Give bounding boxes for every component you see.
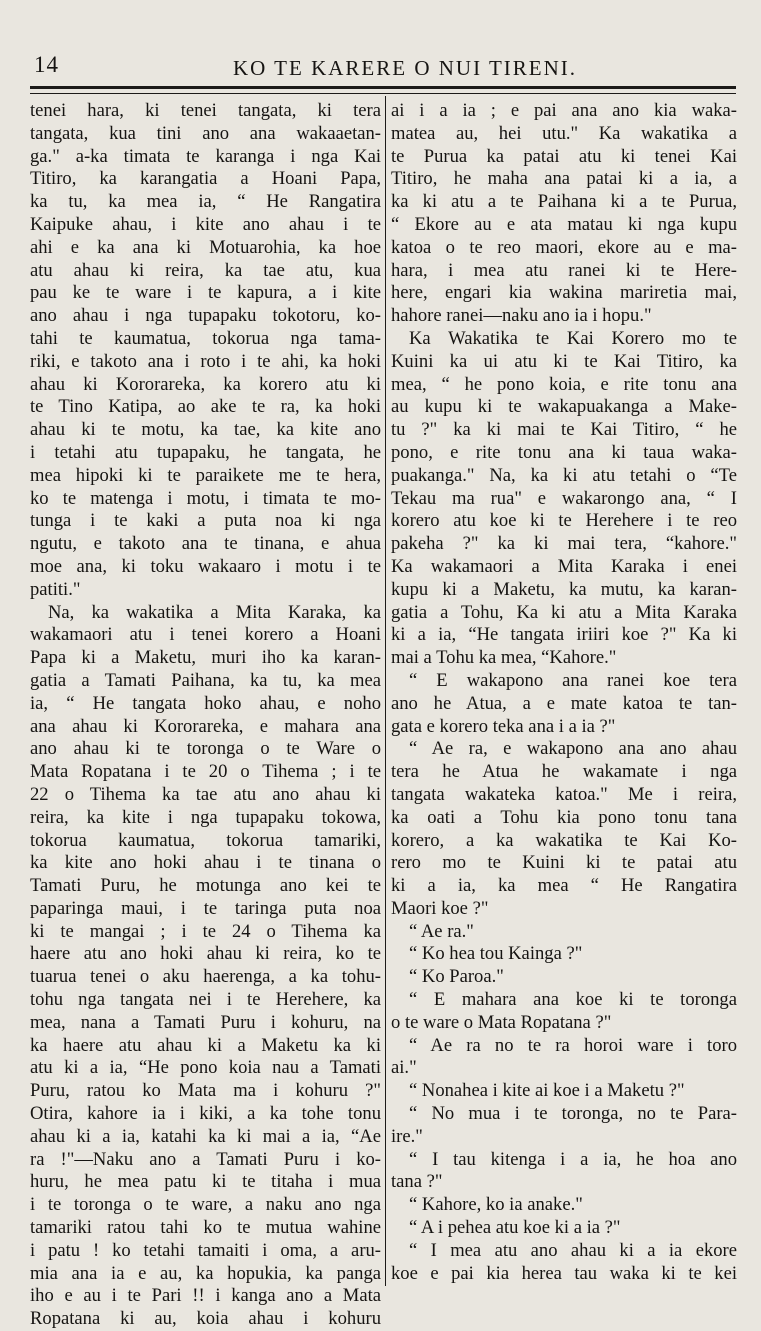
text-line: “ No mua i te toronga, no te Para- bbox=[409, 1103, 737, 1125]
text-line: “ Ko hea tou Kainga ?" bbox=[409, 943, 583, 965]
text-line: “ Kahore, ko ia anake." bbox=[409, 1194, 583, 1216]
text-line: tohu nga tangata nei i te Herehere, ka bbox=[30, 989, 381, 1011]
text-line: tokorua kaumatua, tokorua tamariki, bbox=[30, 829, 381, 851]
text-line: tunga i te kaki a puta noa ki nga bbox=[30, 510, 381, 532]
text-line: Otira, kahore ia i kiki, a ka tohe tonu bbox=[30, 1103, 381, 1125]
text-line: au kupu ki te wakapuakanga a Make- bbox=[391, 396, 737, 418]
text-line: ano ahau ki te toronga o te Ware o bbox=[30, 738, 381, 760]
text-line: tera he Atua he wakamate i nga bbox=[391, 761, 737, 783]
text-line: rero mo te Kuini ki te patai atu bbox=[391, 852, 737, 874]
text-line: ai." bbox=[391, 1057, 417, 1079]
text-line: i tetahi atu tupapaku, he tangata, he bbox=[30, 441, 381, 463]
text-line: Kaipuke ahau, i kite ano ahau i te bbox=[30, 213, 381, 235]
text-line: tamariki ratou tahi ko te mutua wahine bbox=[30, 1217, 381, 1239]
text-line: kupu ki a Maketu, ka mutu, ka karan- bbox=[391, 578, 737, 600]
text-line: “ Ko Paroa." bbox=[409, 966, 504, 988]
text-line: “ Nonahea i kite ai koe i a Maketu ?" bbox=[409, 1080, 685, 1102]
text-line: wakamaori atu i tenei korero a Hoani bbox=[30, 624, 381, 646]
page-number: 14 bbox=[34, 52, 59, 77]
page-header bbox=[30, 52, 740, 86]
text-line: pono, e rite tonu ana ki taua waka- bbox=[391, 441, 737, 463]
text-line: ana ahau ki Kororareka, e mahara ana bbox=[30, 715, 381, 737]
text-line: korero, a ka wakatika te Kai Ko- bbox=[391, 829, 737, 851]
text-line: o te ware o Mata Ropatana ?" bbox=[391, 1011, 612, 1033]
text-line: atu ahau ki reira, ka tae atu, kua bbox=[30, 259, 381, 281]
text-line: here, engari kia wakina mariretia mai, bbox=[391, 282, 737, 304]
text-line: ahau ki a ia, katahi ka ki mai a ia, “Ae bbox=[30, 1125, 381, 1147]
text-line: ahi e ka ana ki Motuarohia, ka hoe bbox=[30, 236, 381, 258]
text-line: “ Ae ra no te ra horoi ware i toro bbox=[409, 1034, 737, 1056]
text-line: ka ki atu a te Paihana ki a te Purua, bbox=[391, 191, 737, 213]
text-line: Puru, ratou ko Mata ma i kohuru ?" bbox=[30, 1080, 381, 1102]
text-line: tangata, kua tini ano ana wakaaetan- bbox=[30, 122, 381, 144]
text-line: gatia a Tohu, Ka ki atu a Mita Karaka bbox=[391, 601, 737, 623]
text-line: ka kite ano hoki ahau i te tinana o bbox=[30, 852, 381, 874]
text-line: Kuini ka ui atu ki te Kai Titiro, ka bbox=[391, 350, 737, 372]
text-line: Tekau ma rua" e wakarongo ana, “ I bbox=[391, 487, 737, 509]
text-line: ki a ia, “He tangata iriiri koe ?" Ka ki bbox=[391, 624, 737, 646]
text-line: pakeha ?" ka ki mai tera, “kahore." bbox=[391, 533, 737, 555]
text-line: tana ?" bbox=[391, 1171, 443, 1193]
text-line: tu ?" ka ki mai te Kai Titiro, “ he bbox=[391, 419, 737, 441]
text-line: paparinga maui, i te taringa puta noa bbox=[30, 897, 381, 919]
text-line: iho e au i te Pari !! i kanga ano a Mata bbox=[30, 1285, 381, 1307]
header-rule bbox=[30, 86, 736, 94]
text-line: te Tino Katipa, ao ake te ra, ka hoki bbox=[30, 396, 381, 418]
text-line: haere atu ano hoki ahau ki reira, ko te bbox=[30, 943, 381, 965]
text-line: te Purua ka patai atu ki tenei Kai bbox=[391, 145, 737, 167]
text-line: katoa o te reo maori, ekore au e ma- bbox=[391, 236, 737, 258]
text-line: 22 o Tihema ka tae atu ano ahau ki bbox=[30, 783, 381, 805]
text-line: “ A i pehea atu koe ki a ia ?" bbox=[409, 1217, 621, 1239]
text-line: ka tu, ka mea ia, “ He Rangatira bbox=[30, 191, 381, 213]
text-line: “ E wakapono ana ranei koe tera bbox=[409, 669, 737, 691]
text-line: ga." a-ka timata te karanga i nga Kai bbox=[30, 145, 381, 167]
text-line: mea, nana a Tamati Puru i kohuru, na bbox=[30, 1011, 381, 1033]
text-line: korero atu koe ki te Herehere i te reo bbox=[391, 510, 737, 532]
text-line: “ I tau kitenga i a ia, he hoa ano bbox=[409, 1148, 737, 1170]
text-line: patiti." bbox=[30, 578, 81, 600]
text-line: hahore ranei—naku ano ia i hopu." bbox=[391, 305, 652, 327]
text-line: mea, “ he pono koia, e rite tonu ana bbox=[391, 373, 737, 395]
text-line: koe e pai kia herea tau waka ki te kei bbox=[391, 1262, 737, 1284]
text-line: moe ana, ki toku wakaaro i motu i te bbox=[30, 555, 381, 577]
text-line: tenei hara, ki tenei tangata, ki tera bbox=[30, 100, 381, 121]
text-line: Tamati Puru, he motunga ano kei te bbox=[30, 875, 381, 897]
text-line: huru, he mea patu ki te titaha i mua bbox=[30, 1171, 381, 1193]
text-line: gata e korero teka ana i a ia ?" bbox=[391, 715, 616, 737]
text-line: i patu ! ko tetahi tamaiti i oma, a aru- bbox=[30, 1239, 381, 1261]
text-line: Papa ki a Maketu, muri iho ka karan- bbox=[30, 647, 381, 669]
text-line: “ Ae ra, e wakapono ana ano ahau bbox=[409, 738, 737, 760]
text-line: ngutu, e takoto ana te tinana, e ahua bbox=[30, 533, 381, 555]
text-line: i te toronga o te ware, a naku ano nga bbox=[30, 1194, 381, 1216]
column-divider bbox=[385, 96, 386, 1286]
text-line: reira, ka kite i nga tupapaku tokowa, bbox=[30, 806, 381, 828]
text-line: tuarua tenei o aku haerenga, a ka tohu- bbox=[30, 966, 381, 988]
left-column bbox=[30, 100, 381, 1331]
text-line: mai a Tohu ka mea, “Kahore." bbox=[391, 647, 617, 669]
text-line: matea au, hei utu." Ka wakatika a bbox=[391, 122, 737, 144]
right-column bbox=[391, 100, 737, 1285]
text-line: “ Ekore au e ata matau ki nga kupu bbox=[391, 213, 737, 235]
text-line: ahau ki te motu, ka tae, ka kite ano bbox=[30, 419, 381, 441]
text-line: “ Ae ra." bbox=[409, 920, 474, 942]
text-line: Ka wakamaori a Mita Karaka i enei bbox=[391, 555, 737, 577]
text-line: pau ke te ware i te kapura, a i kite bbox=[30, 282, 381, 304]
text-line: Ka Wakatika te Kai Korero mo te bbox=[409, 327, 737, 349]
text-line: riki, e takoto ana i roto i te ahi, ka hoki bbox=[30, 350, 381, 372]
text-line: ki te mangai ; i te 24 o Tihema ka bbox=[30, 920, 381, 942]
text-line: Na, ka wakatika a Mita Karaka, ka bbox=[48, 601, 381, 623]
text-line: Titiro, he maha ana patai ki a ia, a bbox=[391, 168, 737, 190]
text-line: hara, i mea atu ranei ki te Here- bbox=[391, 259, 737, 281]
text-line: ai i a ia ; e pai ana ano kia waka- bbox=[391, 100, 737, 121]
text-line: Maori koe ?" bbox=[391, 897, 489, 919]
text-line: “ E mahara ana koe ki te toronga bbox=[409, 989, 737, 1011]
text-line: ki a ia, ka mea “ He Rangatira bbox=[391, 875, 737, 897]
text-line: atu ki a ia, “He pono koia nau a Tamati bbox=[30, 1057, 381, 1079]
text-line: tahi te kaumatua, tokorua nga tama- bbox=[30, 327, 381, 349]
text-line: Titiro, ka karangatia a Hoani Papa, bbox=[30, 168, 381, 190]
text-line: gatia a Tamati Paihana, ka tu, ka mea bbox=[30, 669, 381, 691]
text-line: ko te matenga i motu, i timata te mo- bbox=[30, 487, 381, 509]
text-line: ano ahau i nga tupapaku tokotoru, ko- bbox=[30, 305, 381, 327]
text-line: puakanga." Na, ka ki atu tetahi o “Te bbox=[391, 464, 737, 486]
text-line: Mata Ropatana i te 20 o Tihema ; i te bbox=[30, 761, 381, 783]
running-title: KO TE KARERE O NUI TIRENI. bbox=[232, 56, 578, 80]
text-line: ire." bbox=[391, 1125, 423, 1147]
text-line: ra !"—Naku ano a Tamati Puru i ko- bbox=[30, 1148, 381, 1170]
text-line: ka oati a Tohu kia pono tonu tana bbox=[391, 806, 737, 828]
text-line: mia ana ia e au, ka hopukia, ka panga bbox=[30, 1262, 381, 1284]
text-line: ka haere atu ahau ki a Maketu ka ki bbox=[30, 1034, 381, 1056]
text-line: tangata wakateka katoa." Me i reira, bbox=[391, 783, 737, 805]
text-line: ano he Atua, a e mate katoa te tan- bbox=[391, 692, 737, 714]
text-line: mea hipoki ki te paraikete me te hera, bbox=[30, 464, 381, 486]
text-line: “ I mea atu ano ahau ki a ia ekore bbox=[409, 1239, 737, 1261]
text-line: Ropatana ki au, koia ahau i kohuru bbox=[30, 1308, 381, 1330]
text-line: ahau ki Kororareka, ka korero atu ki bbox=[30, 373, 381, 395]
text-line: ia, “ He tangata hoko ahau, e noho bbox=[30, 692, 381, 714]
